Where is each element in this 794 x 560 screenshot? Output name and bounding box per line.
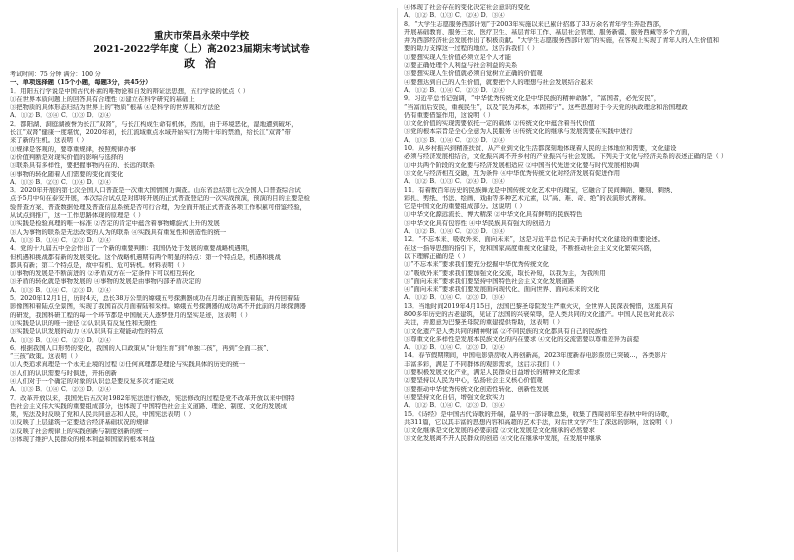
question-line: ①文化价值的实现需要依托一定的载体 ②传统文化中蕴含着当代价值: [404, 120, 595, 128]
question-line: ②反映了社会规律上的实践创新与制度创新的统一: [10, 427, 149, 435]
question-line: ①中华文化源远流长、博大精深 ②中华文化具有鲜明的民族特色: [404, 211, 583, 219]
question-line: ②“吸收外来”要求我们要加强文化交流，取长补短，以我为主，为我所用: [404, 269, 606, 277]
question-line: 彩扎、剪纸、书法、绘画、戏曲等多种艺术元素，以“高、难、奇、绝”的表演形式著称。: [404, 194, 650, 202]
question-line: ①规律是客观的，要尊重规律，按照规律办事: [10, 145, 136, 153]
question-line: 800多年历史的古老建筑，见证了法国的兴衰荣辱，是人类共同的文化遗产。中国人民也对此表示: [404, 310, 675, 318]
question-line: 要的助力支撑这一过程的地位。这告诉我们（ ）: [404, 45, 539, 53]
question-line: ①实践是认识的唯一途径 ②认识具有反复性和无限性: [10, 319, 157, 327]
question-line: ①事物的发展是不断前进的 ②矛盾双方在一定条件下可以相互转化: [10, 270, 195, 278]
question-line: 共311篇，它以其丰富的思想内容和高超的艺术手法，对后世文学产生了深远的影响，这说明（ ）: [404, 418, 677, 426]
question-line: 9．习近平总书记强调，“中华优秀传统文化是中华民族的精神命脉”，“富国者，必先安民”，: [404, 95, 661, 103]
exam-title: 2021-2022学年度（上）高2023届期末考试试卷: [93, 44, 310, 55]
exam-meta: 考试时间：75 分钟 满分：100 分: [10, 71, 101, 78]
question-line: ③党的根本宗旨是全心全意为人民服务 ④传统文化的继承与发展需要在实践中进行: [404, 128, 633, 136]
question-line: 开展基础教育、服务三农、医疗卫生、基层青年工作、基层社会管理、服务新疆、服务西藏等多个方面，: [404, 28, 694, 36]
question-line: ①文化遗产是人类共同的精神财富 ②不同民族的文化都具有自己的民族性: [404, 327, 608, 335]
question-line: “三孩”政策。这表明（ ）: [10, 353, 82, 361]
question-line: 都具有新；第二个特点是，故中有机、危可转机。材料表明（ ）: [10, 261, 189, 269]
question-line: ③把物质的具体形态归结为世界上的“物质”根基 ④是科学的世界观和方法论: [10, 104, 220, 112]
question-line: ③中华文化具有包容性 ④中华民族具有强大的创造力: [404, 219, 551, 227]
question-line: ④人们对于一个确定的对象的认识总是要反复多次才能完成: [10, 377, 174, 385]
question-line: A．①③ B．①④ C．②③ D．②④: [10, 386, 111, 394]
question-line: A．①② B．①④ C．②③ D．③④: [404, 402, 505, 410]
question-line: 在这一指导思想的指引下，党和国家高度重视文化建设，不断推动社会主义文化繁荣兴盛，: [404, 244, 656, 252]
question-line: 以下理解正确的是（ ）: [404, 252, 469, 260]
question-line: ③体现了维护人民群众的根本利益和国家的根本利益: [10, 436, 155, 444]
question-line: 13．当地时间2019年4月15日，法国巴黎圣母院发生严重火灾，全世界人民深表惋惜，这座具有: [404, 302, 674, 310]
question-line: ③实践是认识发展的动力 ④认识具有主观能动性的特点: [10, 328, 164, 336]
question-line: A．①③ B．①④ C．②③ D．②④: [10, 236, 111, 244]
question-line: 12．“不忘本来、吸收外来、面向未来”，这是习近平总书记关于新时代文化建设的重要论述。: [404, 236, 665, 244]
subject-title: 政 治: [184, 57, 219, 70]
question-line: 影像图和着陆点全景图，实现了我国首次月面着陆和采样。嫦娥五号探测器的成功离不开此前的月球探测器: [10, 303, 306, 311]
question-line: ③人为事物的联系是无法改变的人为的联系 ④实践具有重复性和创造性的统一: [10, 228, 227, 236]
question-line: ③文化发展离不开人民群众的创造 ④文化在继承中发展，在发展中继承: [404, 435, 602, 443]
question-line: ②要坚持以人民为中心，弘扬社会主义核心价值观: [404, 377, 543, 385]
question-line: 但机遇和挑战都有新的发展变化。这个战略机遇期有两个明显的特点：第一个特点是，机遇和挑战: [10, 253, 281, 261]
question-line: ③要推动中华优秀传统文化创造性转化、创新性发展: [404, 385, 549, 393]
right-column: [404, 4, 787, 444]
question-line: 4．党的十九届五中全会作出了一个新的重要判断：我国仍处于发展的重要战略机遇期，: [10, 245, 254, 253]
question-line: ①人类追求真理是一个永无止境的过程 ②任何真理都是理论与实践具体的历史的统一: [10, 361, 245, 369]
question-line: 7．改革开放以来，我国先后五次对1982年宪法进行修改，宪法修改的过程是党不改革开放以来中国特: [10, 394, 295, 402]
question-line: 长江“双肾”健康一度堪忧，2020年初，长江流域重点水域开始实行为期十年的禁渔，给长江“双肾”带: [10, 129, 291, 137]
question-line: 点予5月中旬在泰安开展，本次综合试点是对即将开展的正式普查登记的一次实战预演，预演的目的主要是检: [10, 195, 310, 203]
question-line: 并为西部经济社会发展作出了积极贡献。“大学生志愿服务西部计划”的实施，在客观上实现了青年人的人生价值和: [404, 37, 719, 45]
question-line: 验普查方案、普查数据处理及普查信息系统是否可行合理，为全面开展正式普查各项工作积累可借鉴经验，: [10, 203, 306, 211]
question-line: ④“面向未来”要求我们要发展面向现代化、面向世界、面向未来的文化: [404, 286, 600, 294]
question-line: A．①③ B．①④ C．②③ D．②④: [404, 136, 505, 144]
question-line: ①反映了上层建筑一定要适合经济基础状况的规律: [10, 419, 149, 427]
question-line: ②要正确处理个人利益与社会利益的关系: [404, 62, 518, 70]
question-line: A．①② B．①③ C．②④ D．③④: [404, 12, 505, 20]
question-line: 6．根据我国人口形势的变化，我国的人口政策从“计划生育”到“单独二孩”，再到“全面二孩”、: [10, 344, 273, 352]
question-line: ④要坚持文化自信，增强文化软实力: [404, 393, 505, 401]
left-column: [10, 4, 393, 444]
question-line: 8．“大学生志愿服务西部计划”于2003年实施以来已累计招募了33万余名青年学生奔赴西部，: [404, 20, 666, 28]
left-question-text: [10, 79, 393, 444]
question-line: “当富而后安民，重视民生”，以及“民为邦本，本固邦宁”。这些思想对于今天党的执政理念和治国理政: [404, 103, 688, 111]
question-line: ①在世界本质问题上的回答具有合理性 ②建立在科学研究的基础上: [10, 95, 195, 103]
question-line: A．①③ B．②③ C．①④ D．②④: [10, 178, 111, 186]
column-divider: [397, 8, 398, 552]
question-line: 14．春节假期期间，中国电影票房收入再创新高，2023年度新春电影票房已突破...，各类影片: [404, 352, 668, 360]
question-line: 2．都阳湖、洞庭湖被誉为长江“双肾”，与长江构成生命有机体，然而，由于环境恶化，湿地遭到破坏，: [10, 120, 298, 128]
question-line: 11．有着数百年历史的民族舞龙是中国传统文化艺术中的瑰宝，它融合了民间舞蹈、雕刻、刺绣、: [404, 186, 677, 194]
question-line: 丰富多彩，满足了不同群体的观影需求，这启示我们（ ）: [404, 360, 564, 368]
question-line: ③矛盾的转化就是事物发展的 ④事物的发展是由事物内部矛盾决定的: [10, 278, 201, 286]
question-line: A．①② B．①④ C．②③ D．③④: [404, 228, 505, 236]
question-line: 来了新的生机。这表明（ ）: [10, 137, 88, 145]
question-line: A．①② B．①③ C．②④ D．③④: [404, 178, 505, 186]
question-line: 必须与经济发展相结合，文化振兴离不开乡村的产业振兴与社会发展。下列关于文化与经济关系的表述正确的是（ ）: [404, 153, 728, 161]
question-line: 仍有重要借鉴作用，这说明（ ）: [404, 111, 495, 119]
question-line: ①“不忘本来”要求我们要充分挖掘中华优秀传统文化: [404, 261, 549, 269]
question-line: ②价值判断是对现实价值的影响与选择的: [10, 153, 124, 161]
question-line: ④要想达到自己的人生价值，就要把个人的理想与社会发展结合起来: [404, 78, 593, 86]
question-line: ①中共两个阶段的文化要与经济发展相适应 ②中国当代先进文化要与时代发展相协调: [404, 161, 639, 169]
question-line: A．①③ B．①④ C．②③ D．②④: [10, 286, 111, 294]
question-line: ③尊重文化多样性是发展本民族文化的内在要求 ④文化的交流需要以尊重差异为前提: [404, 335, 639, 343]
question-line: 1．用阳五行学说是中国古代朴素的唯物论和自发的辩证法思想，五行学说的优点（ ）: [10, 87, 249, 95]
question-line: ③“面向未来”要求我们要坚持中国特色社会主义文化发展道路: [404, 277, 575, 285]
question-line: ①要想实现人生价值必须立足个人才能: [404, 53, 512, 61]
question-line: ①要积极发展文化产业，满足人民群众日益增长的精神文化需求: [404, 369, 581, 377]
question-line: 的研发，我国科研工程的每一个环节都是中国航天人逐梦登月的坚实足迹，这表明（ ）: [10, 311, 252, 319]
question-line: ①实践是检验真理的唯一标准 ②否定的肯定中蕴含着事物螺旋式上升的发展: [10, 220, 220, 228]
question-line: A．①② B．①④ C．②③ D．②④: [404, 86, 505, 94]
question-line: A．①③ B．①④ C．②③ D．②④: [10, 336, 111, 344]
question-line: 色社会主义伟大实践的重要组成部分，也体现了中国特色社会主义道路、理论、制度、文化的发展成: [10, 402, 288, 410]
question-line: 从试点到推广，这一工作思路体现的原理是（ ）: [10, 212, 145, 220]
question-line: 3．2020年开展的第七次全国人口普查是一次重大国情国力调查。山东省总结第七次全国人口普查综合试: [10, 187, 301, 195]
question-line: ③人们的认识需要与时俱进，开拓创新: [10, 369, 118, 377]
question-line: ③联系具有多样性，要把握事物内在的、长远的联系: [10, 162, 155, 170]
question-line: ④事物的转化随着人们需要的变化而变化: [10, 170, 124, 178]
question-line: 果，宪法及时反映了党和人民共同意志和人民，中国宪法表明（ ）: [10, 411, 195, 419]
question-line: ④体现了社会存在的变化决定社会意识的变化: [404, 4, 530, 11]
question-line: A．①② B．①④ C．②③ D．③④: [404, 294, 505, 302]
question-line: A．①② B．③④ C．①③ D．②④: [10, 112, 111, 120]
question-line: ③要想实现人生价值就必须自觉树立正确的价值观: [404, 70, 543, 78]
question-line: 15．《诗经》是中国古代诗歌的开端，最早的一部诗歌总集，收集了西周初年至春秋中叶的诗歌，: [404, 410, 674, 418]
question-line: 一、单项选择题（15个小题，每题3分，共45分）: [10, 79, 152, 87]
question-line: 10．从乡村振兴到精准扶贫、从产业到文化生活都深刻地体现着人民的主体地位和需要，文化建设: [404, 145, 677, 153]
right-question-text: [404, 4, 787, 444]
school-title: 重庆市荣昌永荣中学校: [153, 31, 249, 42]
question-line: A．①② B．①④ C．②③ D．②④: [404, 344, 505, 352]
question-line: ①文化继承是文化发展的必要前提 ②文化发展是文化继承的必然要求: [404, 427, 595, 435]
question-line: 5．2020年12月1日，历时4天，总长38万公里的嫦娥五号探测器成功在月球正面预选着陆，并传回着陆: [10, 295, 300, 303]
question-line: ③文化与经济相互交融，互为条件 ④中华优秀传统文化对经济发展有促进作用: [404, 169, 621, 177]
question-line: 它是中国文化的重要组成部分。这说明（ ）: [404, 203, 526, 211]
question-line: 关注，并愿意为巴黎圣母院的重建提供帮助，这表明（ ）: [404, 319, 564, 327]
